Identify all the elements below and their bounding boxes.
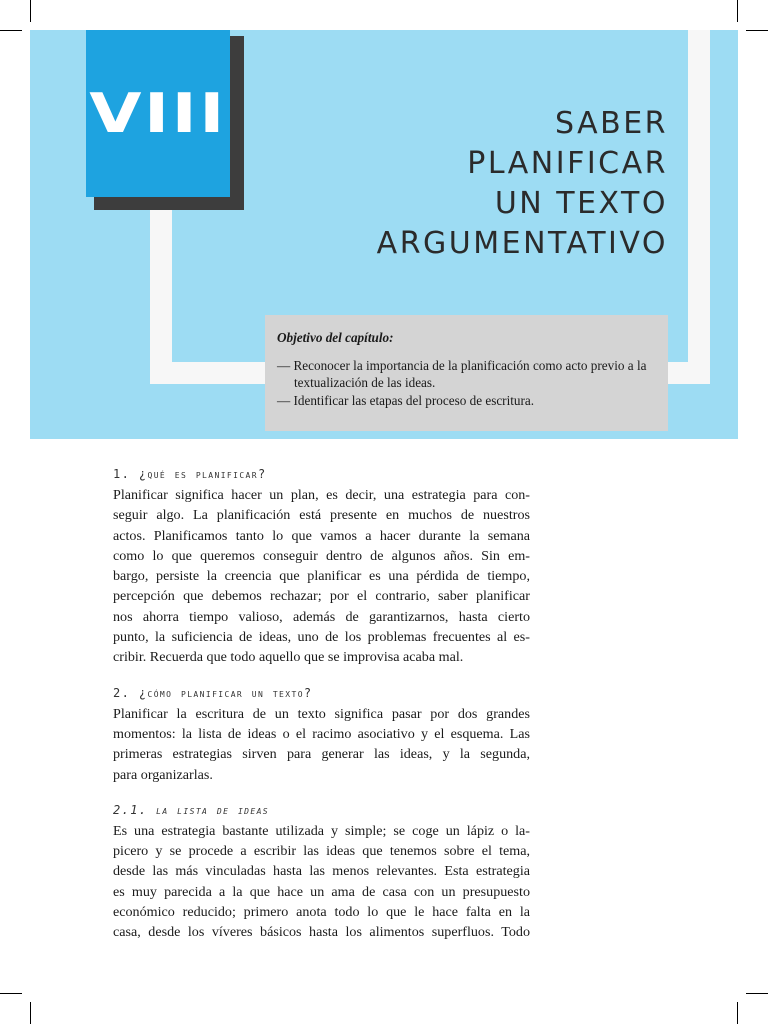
chapter-body <box>113 463 530 943</box>
text-line: Planificar la escritura de un texto significa pasar por dos grandes <box>113 705 530 722</box>
crop-mark <box>0 993 22 994</box>
crop-mark <box>737 0 738 22</box>
text-line: desde las más vinculadas hasta las menos relevantes. Esta estrategia <box>113 863 530 880</box>
chapter-title <box>377 104 668 264</box>
crop-mark <box>0 30 22 31</box>
text-line: como lo que queremos conseguir dentro de algunos años. Sin em- <box>113 547 530 564</box>
text-line: casa, desde los víveres básicos hasta los alimentos superfluos. Todo <box>113 924 530 941</box>
text-line: bargo, persiste la creencia que planificar es una pérdida de tiempo, <box>113 568 530 585</box>
chapter-title-line: UN TEXTO <box>494 186 668 221</box>
crop-mark <box>746 30 768 31</box>
chapter-title-line: ARGUMENTATIVO <box>376 226 668 261</box>
text-line: picero y se procede a escribir las ideas que tenemos sobre el tema, <box>113 843 530 860</box>
chapter-title-line: SABER <box>554 106 668 141</box>
text-line: seguir algo. La planificación está presente en muchos de nuestros <box>113 507 530 524</box>
objective-title: Objetivo del capítulo: <box>277 330 394 345</box>
text-line: cribir. Recuerda que todo aquello que se improvisa acaba mal. <box>113 649 464 666</box>
objective-box <box>265 315 668 431</box>
text-line: percepción que debemos rechazar; por el contrario, saber planificar <box>113 588 530 605</box>
objective-item: — Identificar las etapas del proceso de escritura. <box>277 392 535 408</box>
subsection-heading: 2.1. la lista de ideas <box>113 802 270 817</box>
chapter-title-line: PLANIFICAR <box>467 146 668 181</box>
crop-mark <box>746 993 768 994</box>
text-line: actos. Planificamos tanto lo que vamos a hacer durante la semana <box>113 527 530 544</box>
text-line: es muy parecida a la que hace un ama de casa con un presupuesto <box>113 883 530 900</box>
text-line: Es una estrategia bastante utilizada y simple; se coge un lápiz o la- <box>113 822 530 839</box>
crop-mark <box>30 0 31 22</box>
section-paragraph <box>113 704 530 785</box>
section-heading: 1. ¿qué es planificar? <box>113 467 267 481</box>
chapter-number: VIII <box>89 82 227 145</box>
text-line: momentos: la lista de ideas o el racimo asociativo y el esquema. Las <box>113 725 530 742</box>
section-paragraph <box>113 821 530 943</box>
crop-mark <box>30 1002 31 1024</box>
section-heading: 2. ¿cómo planificar un texto? <box>113 685 313 700</box>
text-line: primeras estrategias sirven para generar las ideas, y la segunda, <box>113 746 530 763</box>
text-line: nos ahorra tiempo valioso, además de garantizarnos, hasta cierto <box>113 608 530 625</box>
text-line: punto, la suficiencia de ideas, uno de los problemas frecuentes al es- <box>113 629 530 646</box>
objective-item: — Reconocer la importancia de la planificación como acto previo a la textualización de las ideas. <box>277 357 647 390</box>
text-line: para organizarlas. <box>113 766 213 783</box>
text-line: Planificar significa hacer un plan, es decir, una estrategia para con- <box>113 487 530 503</box>
section-paragraph <box>113 485 530 668</box>
crop-mark <box>737 1002 738 1024</box>
chapter-number-box <box>86 30 230 197</box>
text-line: económico reducido; primero anota todo lo que le hace falta en la <box>113 904 530 921</box>
